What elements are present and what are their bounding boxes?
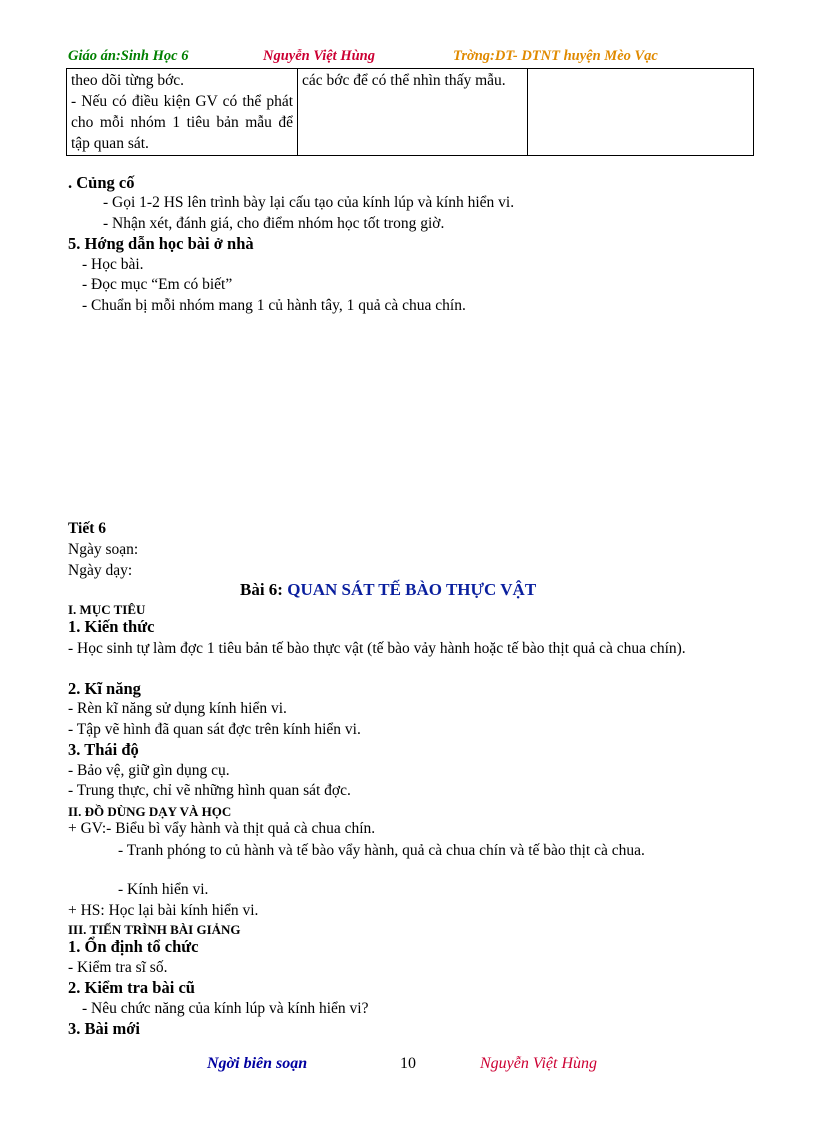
date-prepared: Ngày soạn: [68,541,139,558]
subheading: 2. Kĩ năng [68,679,141,698]
activity-table [66,68,754,156]
list-item: + GV:- Biểu bì vẩy hành và thịt quả cà chua chín. [68,820,376,837]
table-row [67,69,754,156]
heading-huong-dan: 5. Hớng dẫn học bài ở nhà [68,234,254,253]
subheading: 3. Thái độ [68,740,139,759]
table-cell-notes [528,69,754,156]
list-item: - Trung thực, chỉ vẽ những hình quan sát đợc. [68,782,351,799]
subheading: 3. Bài mới [68,1019,140,1038]
section-heading: III. TIẾN TRÌNH BÀI GIẢNG [68,922,241,937]
page-header [68,48,748,69]
list-item: - Học bài. [82,256,144,273]
list-item: - Kiểm tra sĩ số. [68,959,168,976]
date-taught: Ngày dạy: [68,562,133,579]
subheading: 2. Kiểm tra bài cũ [68,978,195,997]
section-heading: II. ĐỒ DÙNG DẠY VÀ HỌC [68,804,232,819]
paragraph: - Học sinh tự làm đợc 1 tiêu bản tế bào thực vật (tế bào vảy hành hoặc tế bào thịt quả cà chua chín). [68,640,686,657]
subheading: 1. Kiến thức [68,617,155,636]
lesson-period: Tiết 6 [68,520,107,537]
table-cell-student [298,69,528,156]
paragraph: - Tranh phóng to củ hành và tế bào vẩy hành, quả cà chua chín và tế bào thịt cà chua. [118,842,645,859]
lesson-title [240,580,536,600]
heading-cung-co: . Củng cố [68,173,135,192]
list-item: - Nhận xét, đánh giá, cho điểm nhóm học tốt trong giờ. [103,215,445,232]
lesson-name: QUAN SÁT TẾ BÀO THỰC VẬT [287,580,537,599]
footer-author-label: Ngời biên soạn [207,1055,308,1072]
list-item: - Tập vẽ hình đã quan sát đợc trên kính hiển vi. [68,721,361,738]
header-school: Trờng:DT- DTNT huyện Mèo Vạc [453,48,658,64]
footer-author-name: Nguyễn Việt Hùng [480,1055,598,1072]
list-item: - Bảo vệ, giữ gìn dụng cụ. [68,762,230,779]
header-subject: Giáo án:Sinh Học 6 [68,48,189,64]
list-item: - Gọi 1-2 HS lên trình bày lại cấu tạo của kính lúp và kính hiển vi. [103,194,515,211]
header-author: Nguyễn Việt Hùng [263,48,375,64]
subheading: 1. Ổn định tổ chức [68,937,199,956]
page-number: 10 [400,1055,416,1072]
table-text: theo dõi từng bớc. [71,72,185,89]
list-item: - Rèn kĩ năng sử dụng kính hiển vi. [68,700,287,717]
table-text: - Nếu có điều kiện GV có thể phát cho mỗi nhóm 1 tiêu bản mẫu để tập quan sát. [71,93,294,152]
table-text: các bớc để có thể nhìn thấy mẫu. [302,72,506,89]
list-item: - Kính hiển vi. [118,881,209,898]
list-item: - Đọc mục “Em có biết” [82,276,233,293]
section-heading: I. MỤC TIÊU [68,602,146,617]
list-item: + HS: Học lại bài kính hiển vi. [68,902,259,919]
list-item: - Chuẩn bị mỗi nhóm mang 1 củ hành tây, 1 quả cà chua chín. [82,297,466,314]
table-cell-teacher [67,69,298,156]
lesson-number: Bài 6: [240,580,283,599]
list-item: - Nêu chức năng của kính lúp và kính hiển vi? [82,1000,369,1017]
